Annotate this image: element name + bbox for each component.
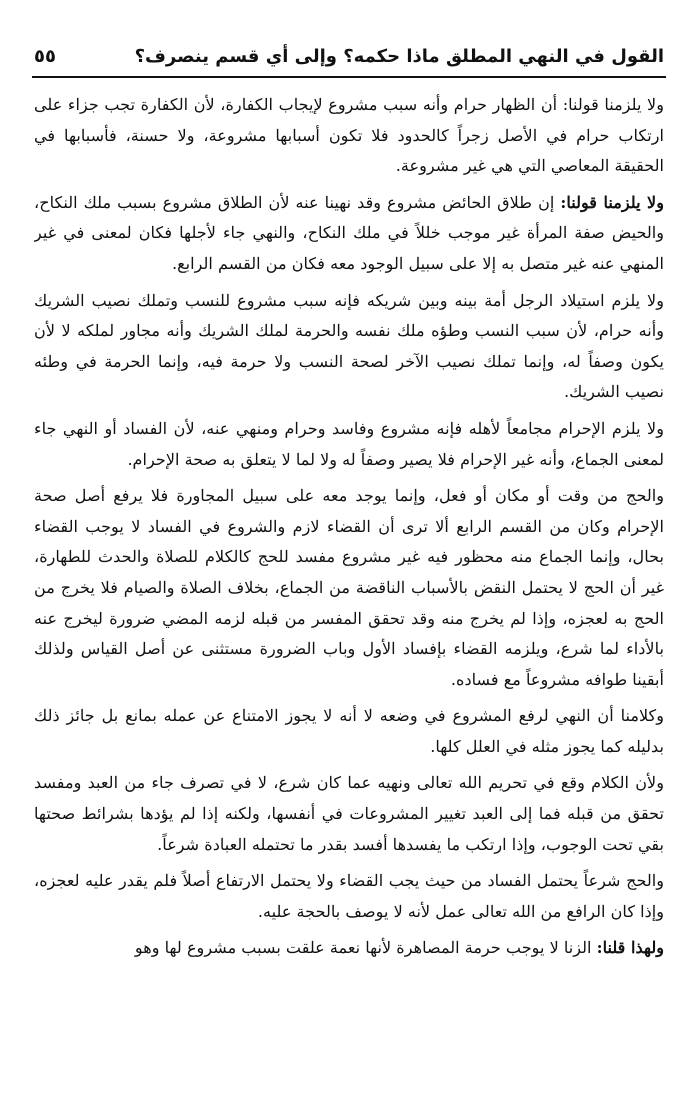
paragraph: [34, 933, 664, 964]
running-title: القول في النهي المطلق ماذا حكمه؟ وإلى أي قسم ينصرف؟: [134, 46, 664, 67]
paragraph-text: والحج شرعاً يحتمل الفساد من حيث يجب القضاء ولا يحتمل الارتفاع أصلاً فلم يقدر عليه لعجزه، وإذا كان الرافع من الله تعالى عمل لأنه لا يوصف بالحجة عليه.: [34, 871, 664, 921]
paragraph-text: ولأن الكلام وقع في تحريم الله تعالى ونهيه عما كان شرع، لا في تصرف جاء من العبد ومفسد تحقق من قبله فما إلى العبد تغيير المشروعات في أنفسها، ولكنه إذا لم يؤدها بشرائط صحتها بقي تحت الوجوب، وإذا ارتكب ما يفسدها أفسد بقدر ما تحتمله العبادة شرعاً.: [34, 773, 664, 854]
paragraph-text: والحج من وقت أو مكان أو فعل، وإنما يوجد معه على سبيل المجاورة فلا يرفع أصل صحة الإحرام وكان من القسم الرابع ألا ترى أن القضاء لازم والشروع في الفساد لا يوجب القضاء بحال، وإنما الجماع منه محظور فيه غير مشروع مفسد للحج كالكلام للصلاة والحدث للطهارة، غير أن الحج لا يحتمل النقض بالأسباب الناقضة من الجماع، بخلاف الصلاة والصيام فلا يخرج من الحج به لعجزه، وإذا لم يخرج منه وقد تحقق المفسر من قبله لزمه المضي ضرورة ليخرج عنه بالأداء لما شرع، ويلزمه القضاء بإفساد الأول وباب الضرورة مستثنى عن أصل القياس ولذلك أبقينا طوافه مشروعاً مع فساده.: [34, 486, 664, 689]
paragraph-lead: ولا يلزمنا قولنا:: [560, 192, 664, 212]
paragraph-text: إن طلاق الحائض مشروع وقد نهينا عنه لأن الطلاق مشروع بسبب ملك النكاح، والحيض صفة المرأة غير موجب خللاً في ملك النكاح، والنهي جاء لأجلها فكان لمعنى في غير المنهي عنه غير متصل به إلا على سبيل الوجود معه فكان من القسم الرابع.: [34, 192, 664, 273]
paragraph-lead: ولهذا قلنا:: [596, 938, 664, 958]
paragraph-text: ولا يلزم استيلاد الرجل أمة بينه وبين شريكه فإنه سبب مشروع للنسب وتملك نصيب الشريك وأنه حرام، لأن سبب النسب وطؤه ملك نفسه والحرمة لملك الشريك وأنه مجاور لملكه لا لأن يكون وصفاً له، وإنما تملك نصيب الآخر لصحة النسب ولا حرمة فيه، وإنما الحرمة في وطئه نصيب الشريك.: [34, 290, 664, 402]
paragraph: [34, 414, 664, 475]
page-number: ٥٥: [34, 46, 56, 67]
header-rule: [32, 76, 666, 78]
paragraph-text: الزنا لا يوجب حرمة المصاهرة لأنها نعمة علقت بسبب مشروع لها وهو: [134, 938, 592, 958]
paragraph: [34, 866, 664, 927]
paragraph: [34, 768, 664, 860]
paragraph-text: ولا يلزم الإحرام مجامعاً لأهله فإنه مشروع وفاسد وحرام ومنهي عنه، لأن الفساد أو النهي جاء لمعنى الجماع، وأنه غير الإحرام فلا يصير وصفاً له ولا لما لا يتعلق به صحة الإحرام.: [34, 418, 664, 469]
page-header: [34, 38, 664, 72]
page-body: [34, 90, 664, 1089]
paragraph: [34, 481, 664, 695]
paragraph-text: ولا يلزمنا قولنا: أن الظهار حرام وأنه سبب مشروع لإيجاب الكفارة، لأن الكفارة تجب جزاء على ارتكاب حرام في الأصل زجراً كالحدود فلا تكون أسبابها مشروعة، ولا حسنة، فأسبابها في الحقيقة المعاصي التي هي غير مشروعة.: [34, 95, 664, 176]
paragraph-text: وكلامنا أن النهي لرفع المشروع في وضعه لا أنه لا يجوز الامتناع عن عمله بمانع بل جائز ذلك بدليله كما يجوز مثله في العلل كلها.: [34, 706, 664, 756]
paragraph: [34, 188, 664, 280]
paragraph: [34, 286, 664, 408]
paragraph: [34, 90, 664, 182]
paragraph: [34, 701, 664, 762]
